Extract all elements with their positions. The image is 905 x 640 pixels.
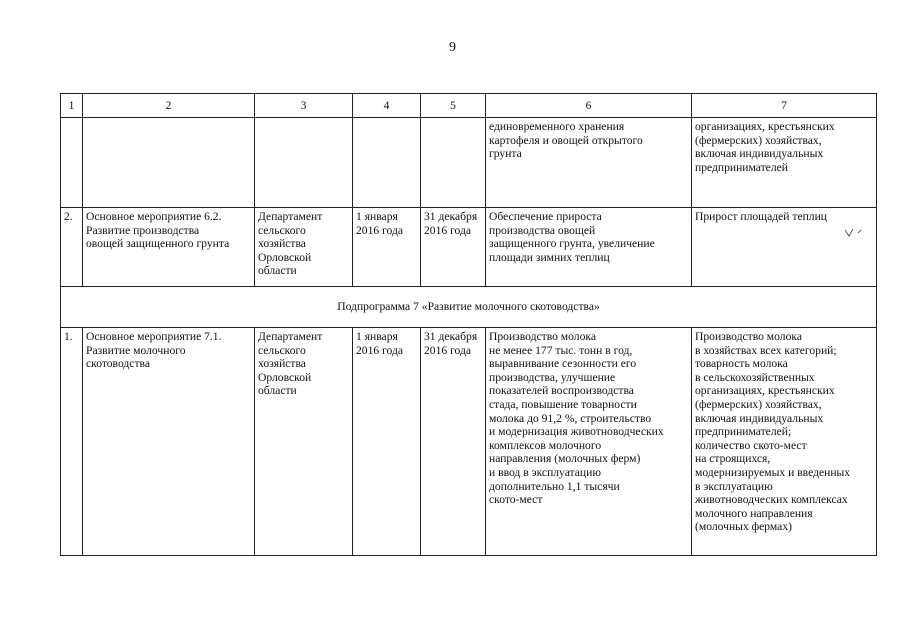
header-row bbox=[61, 94, 877, 118]
indicator: Прирост площадей теплиц bbox=[692, 208, 877, 287]
expected-result: Обеспечение прироста производства овощей защищенного грунта, увеличение площади зимних теплиц bbox=[486, 208, 692, 287]
table-row-7-1 bbox=[61, 328, 877, 556]
end-date: 31 декабря 2016 года bbox=[421, 208, 486, 287]
header-cell-5: 5 bbox=[421, 94, 486, 118]
measures-table bbox=[60, 93, 877, 556]
continuation-row bbox=[61, 118, 877, 208]
expected-result: Производство молока не менее 177 тыс. тонн в год, выравнивание сезонности его производства, улучшение показателей воспроизводства стада, повышение товарности молока до 91,2 %, строительство и модернизация животноводческих комплексов молочного направления (молочных ферм) и ввод в эксплуатацию дополнительно 1,1 тысячи ското-мест bbox=[486, 328, 692, 556]
header-cell-3: 3 bbox=[255, 94, 353, 118]
header-cell-7: 7 bbox=[692, 94, 877, 118]
table-row-6-2 bbox=[61, 208, 877, 287]
subprogram-title: Подпрограмма 7 «Развитие молочного скотоводства» bbox=[61, 287, 877, 328]
executor: Департамент сельского хозяйства Орловской области bbox=[255, 328, 353, 556]
page-number: 9 bbox=[449, 40, 456, 55]
measure-name: Основное мероприятие 6.2. Развитие производства овощей защищенного грунта bbox=[83, 208, 255, 287]
header-cell-4: 4 bbox=[353, 94, 421, 118]
indicator: Производство молока в хозяйствах всех категорий; товарность молока в сельскохозяйственных организациях, крестьянских (фермерских) хозяйствах, включая индивидуальных предпринимателей; количество ското-мест на строящихся, модернизируемых и введенных в эксплуатацию животноводческих комплексах молочного направления (молочных фермах) bbox=[692, 328, 877, 556]
row-number: 1. bbox=[61, 328, 83, 556]
continuation-result: единовременного хранения картофеля и овощей открытого грунта bbox=[486, 118, 692, 208]
start-date: 1 января 2016 года bbox=[353, 328, 421, 556]
start-date: 1 января 2016 года bbox=[353, 208, 421, 287]
header-cell-1: 1 bbox=[61, 94, 83, 118]
header-cell-6: 6 bbox=[486, 94, 692, 118]
header-cell-2: 2 bbox=[83, 94, 255, 118]
row-number: 2. bbox=[61, 208, 83, 287]
continuation-indicator: организациях, крестьянских (фермерских) хозяйствах, включая индивидуальных предпринимателей bbox=[692, 118, 877, 208]
subprogram-row bbox=[61, 287, 877, 328]
measure-name: Основное мероприятие 7.1. Развитие молочного скотоводства bbox=[83, 328, 255, 556]
end-date: 31 декабря 2016 года bbox=[421, 328, 486, 556]
executor: Департамент сельского хозяйства Орловской области bbox=[255, 208, 353, 287]
handwritten-tick-mark bbox=[844, 227, 866, 239]
